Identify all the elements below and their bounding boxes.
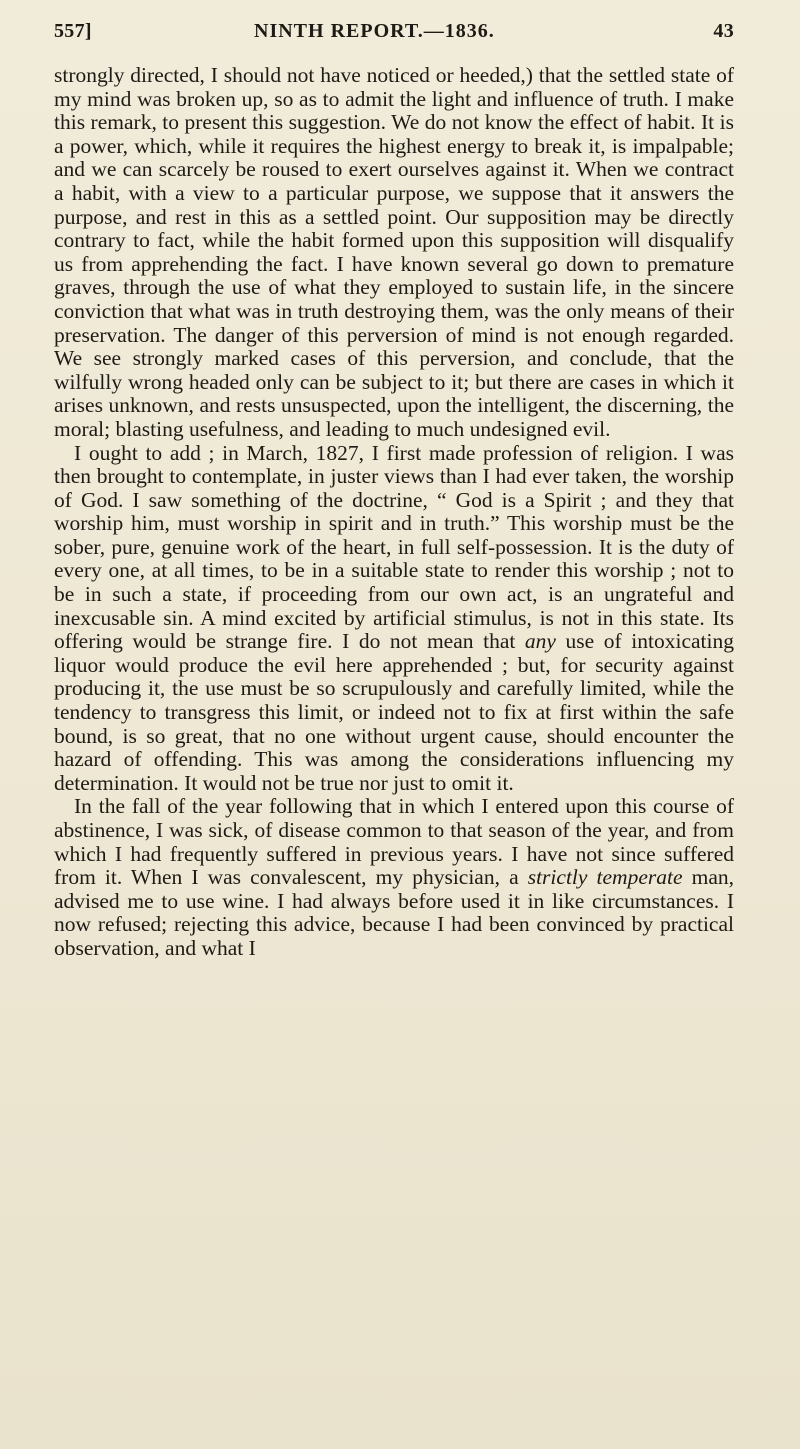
paragraph-2-emphasis: any (524, 629, 556, 654)
running-title: NINTH REPORT.—1836. (254, 20, 495, 42)
paragraph-3-emphasis: strictly temperate (527, 865, 683, 890)
page-reference: 557] (54, 20, 92, 42)
page-header (54, 10, 734, 50)
paragraph-3-part-a: In the fall of the year following that in which I entered upon this course of abstinence, I was sick, of disease common to that season of the year, and from which I had frequently suffered in previous years. I have not since suffered from it. When I was convalescent, my physician, a (54, 794, 734, 890)
paragraph-2-part-b: use of intoxicating liquor would produce the evil here apprehended ; but, for security against producing it, the use must be so scrupulously and carefully limited, while the tendency to transgress this limit, or indeed not to fix at first within the safe bound, is so great, that no one without urgent cause, should encounter the hazard of offending. This was among the considerations influencing my determination. It would not be true nor just to omit it. (54, 629, 734, 795)
body-text (54, 64, 734, 961)
paragraph-2-part-a: I ought to add ; in March, 1827, I first made profession of religion. I was then brought to contemplate, in juster views than I had ever taken, the worship of God. I saw something of the doctrine, “ God is a Spirit ; and they that worship him, must worship in spirit and in truth.” This worship must be the sober, pure, genuine work of the heart, in full self-possession. It is the duty of every one, at all times, to be in a suitable state to render this worship ; not to be in such a state, if proceeding from our own act, is an ungrateful and inexcusable sin. A mind excited by artificial stimulus, is not in this state. Its offering would be strange fire. I do not mean that (54, 440, 734, 654)
page-number: 43 (713, 20, 734, 42)
paragraph-3-part-b: man, advised me to use wine. I had always before used it in like circumstances. I now refused; rejecting this advice, because I had been convinced by practical observation, and what I (54, 865, 734, 960)
paragraph-1: strongly directed, I should not have noticed or heeded,) that the settled state of my mind was broken up, so as to admit the light and influence of truth. I make this remark, to present this suggestion. We do not know the effect of habit. It is a power, which, while it requires the highest energy to break it, is impalpable; and we can scarcely be roused to exert ourselves against it. When we contract a habit, with a view to a particular purpose, we suppose that it answers the purpose, and rest in this as a settled point. Our supposition may be directly contrary to fact, while the habit formed upon this supposition will disqualify us from apprehending the fact. I have known several go down to premature graves, through the use of what they employed to sustain life, in the sincere conviction that what was in truth destroying them, was the only means of their preservation. The danger of this perversion of mind is not enough regarded. We see strongly marked cases of this perversion, and conclude, that the wilfully wrong headed only can be subject to it; but there are cases in which it arises unknown, and rests unsuspected, upon the intelligent, the discerning, the moral; blasting usefulness, and leading to much undesigned evil. (54, 63, 734, 441)
paragraph-3 (54, 795, 734, 960)
paragraph-2 (54, 442, 734, 796)
